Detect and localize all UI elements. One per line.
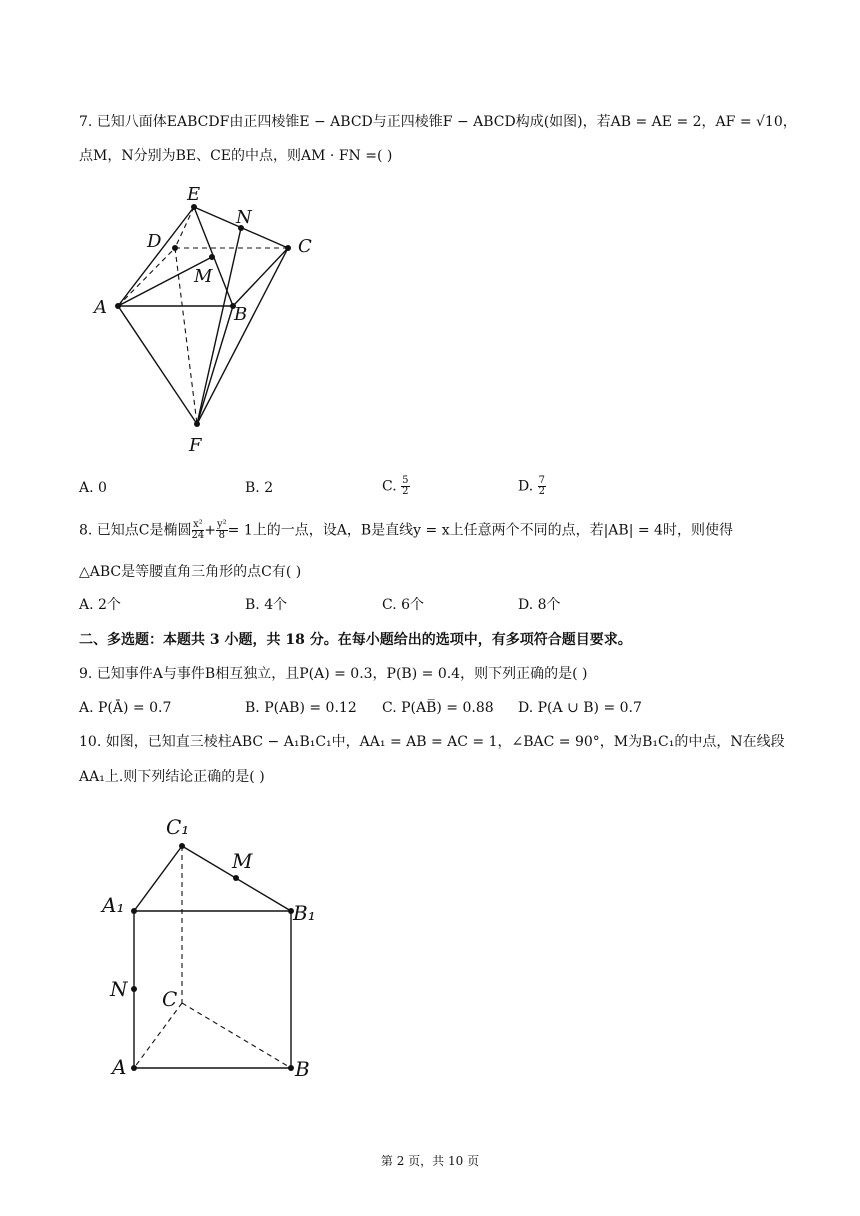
q8-fraction-y: $\frac{\text{y²}}{8}$	[217, 519, 227, 541]
q9-stem: 9. 已知事件A与事件B相互独立，且P(A) = 0.3，P(B) = 0.4，则下列正确的是( )	[79, 666, 588, 682]
label-d: D	[147, 231, 162, 252]
label-a1: A₁	[102, 893, 125, 917]
q9-option-a[interactable]: A. P(Ā) = 0.7	[79, 700, 172, 716]
label-n: N	[236, 207, 252, 228]
q8-option-b[interactable]: B. 4个	[245, 597, 288, 613]
option-key: C.	[382, 478, 397, 495]
option-value: 0	[98, 480, 107, 496]
q8-option-c[interactable]: C. 6个	[382, 597, 425, 613]
q10-prism-figure	[100, 810, 330, 1090]
label-c: C	[298, 236, 312, 257]
label-m: M	[232, 849, 253, 873]
q7-option-c[interactable]	[382, 476, 410, 497]
page-footer: 第 2 页，共 10 页	[380, 1154, 480, 1168]
q8-stem-line1	[79, 520, 733, 541]
q9-option-b[interactable]: B. P(AB) = 0.12	[245, 700, 357, 716]
q8-option-a[interactable]: A. 2个	[79, 597, 121, 613]
option-value: 2	[264, 480, 274, 496]
section-heading: 二、多选题：本题共 3 小题，共 18 分。在每小题给出的选项中，有多项符合题目要求。	[79, 632, 632, 648]
q7-option-d[interactable]	[518, 476, 546, 497]
option-key: B.	[245, 480, 260, 496]
label-c: C	[162, 987, 178, 1011]
option-fraction: $\frac{7}{2}$	[538, 475, 546, 497]
label-b1: B₁	[293, 901, 316, 925]
q8-text-a: 8. 已知点C是椭圆	[79, 522, 192, 539]
q8-stem-line2: △ABC是等腰直角三角形的点C有( )	[79, 564, 302, 580]
label-b: B	[234, 304, 248, 325]
label-a: A	[112, 1055, 127, 1079]
label-b: B	[295, 1057, 310, 1081]
q8-fraction-x: $\frac{\text{x²}}{24}$	[191, 519, 205, 541]
label-c1: C₁	[166, 815, 190, 839]
option-fraction: $\frac{5}{2}$	[402, 475, 409, 497]
option-key: D.	[518, 478, 534, 495]
q9-option-d[interactable]: D. P(A ∪ B) = 0.7	[518, 700, 642, 716]
q7-option-a[interactable]	[79, 478, 107, 498]
q10-stem-line1: 10. 如图，已知直三棱柱ABC − A₁B₁C₁中，AA₁ = AB = AC = 1，∠BAC = 90°，M为B₁C₁的中点，N在线段	[79, 734, 785, 750]
q8-option-d[interactable]: D. 8个	[518, 597, 561, 613]
q7-octahedron-figure	[80, 178, 340, 458]
label-n: N	[110, 977, 128, 1001]
q8-text-b: = 1上的一点，设A，B是直线y = x上任意两个不同的点，若|AB| = 4时，则使得	[227, 522, 733, 539]
label-f: F	[189, 435, 202, 456]
q7-stem-line2: 点M，N分别为BE、CE的中点，则AM · FN =( )	[79, 148, 393, 164]
q9-option-c[interactable]: C. P(AB̅) = 0.88	[382, 700, 494, 716]
q7-option-b[interactable]	[245, 478, 273, 498]
label-m: M	[194, 266, 213, 287]
q8-plus: +	[204, 522, 216, 539]
q7-stem-line1: 7. 已知八面体EABCDF由正四棱锥E − ABCD与正四棱锥F − ABCD构成(如图)，若AB = AE = 2，AF = √10，	[79, 114, 797, 130]
label-a: A	[94, 297, 107, 318]
q10-stem-line2: AA₁上.则下列结论正确的是( )	[79, 769, 265, 785]
label-e: E	[187, 184, 201, 205]
option-key: A.	[79, 480, 94, 496]
